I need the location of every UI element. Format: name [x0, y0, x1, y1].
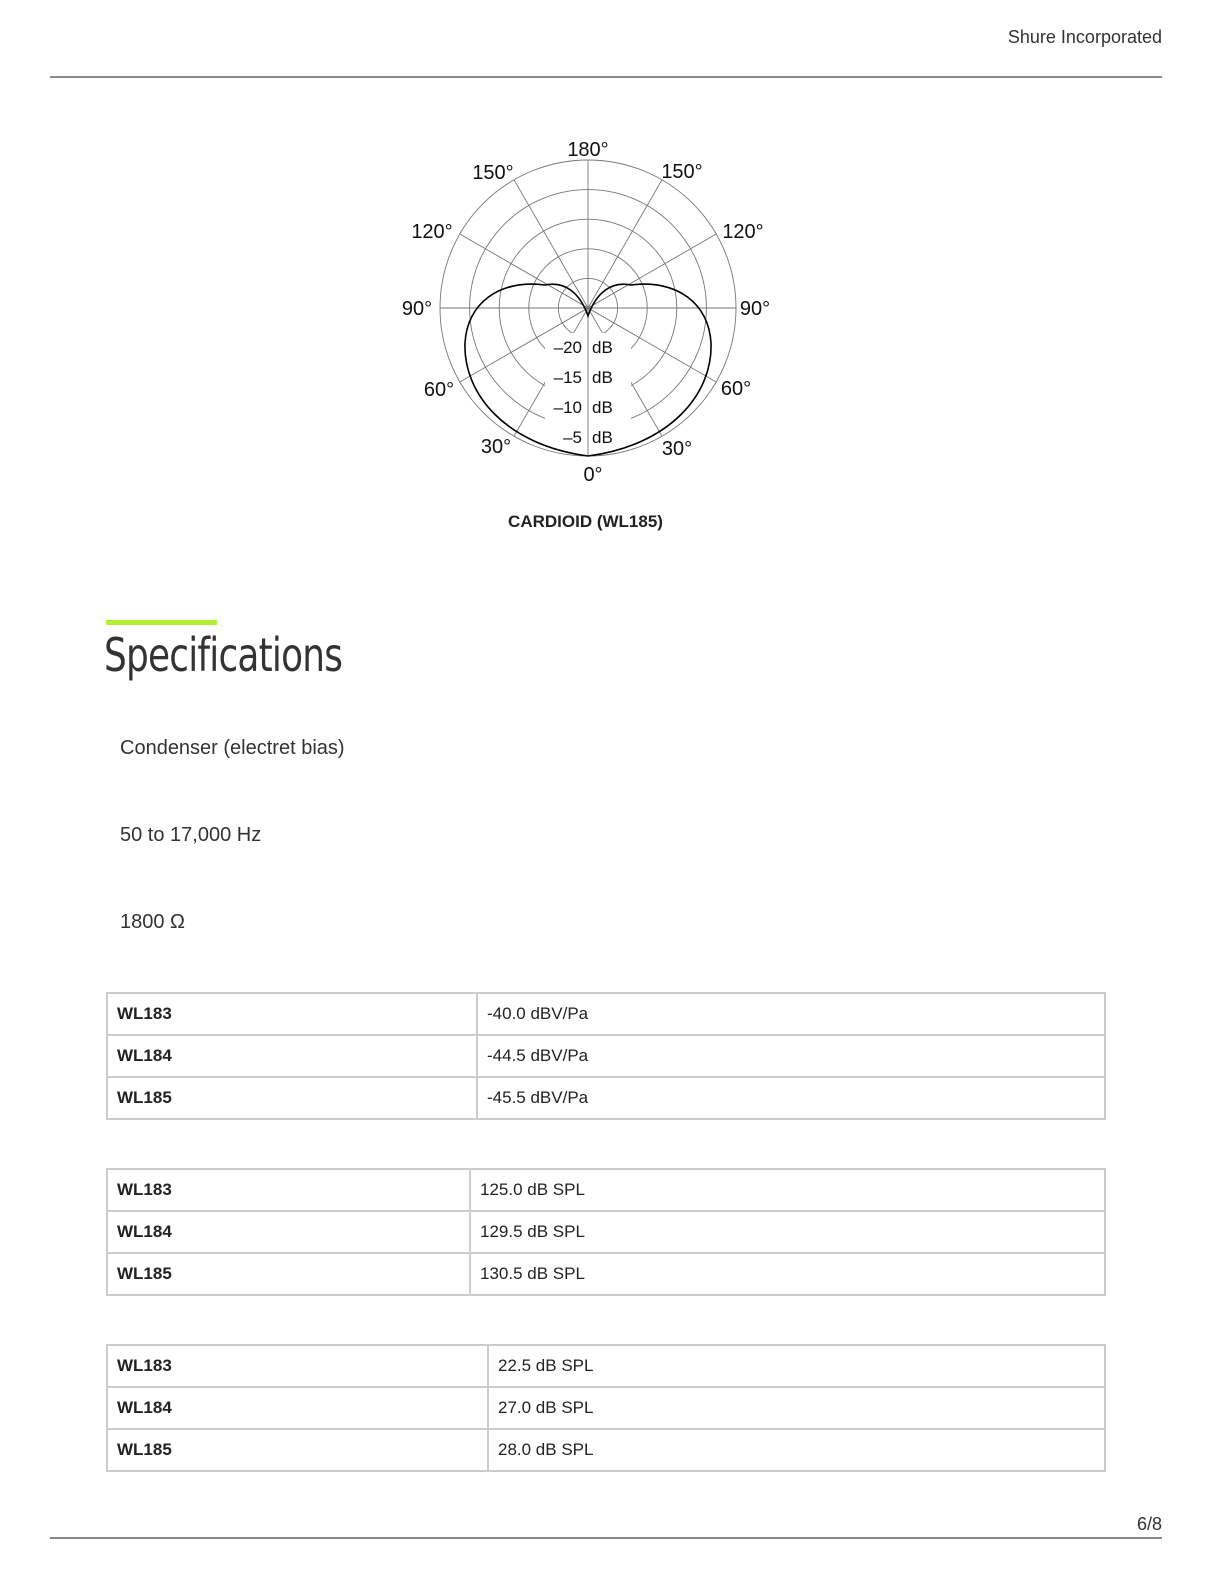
- max-spl-table: [106, 1168, 1106, 1296]
- table-row: [107, 1253, 1105, 1295]
- ring-label-value: –5: [563, 428, 582, 447]
- value-cell: 129.5 dB SPL: [470, 1211, 1105, 1253]
- value-cell: 27.0 dB SPL: [488, 1387, 1105, 1429]
- header-company: Shure Incorporated: [1007, 27, 1162, 47]
- page-number: 6/8: [1136, 1514, 1162, 1534]
- self-noise-table: [106, 1344, 1106, 1472]
- ring-label-unit: dB: [592, 338, 613, 357]
- angle-label-0-bottom: 0°: [583, 464, 603, 486]
- table-row: [107, 1387, 1105, 1429]
- angle-label-60-right: 60°: [720, 378, 752, 400]
- spec-transducer-type: Condenser (electret bias): [120, 737, 345, 759]
- table-row: [107, 1211, 1105, 1253]
- angle-label-120-right: 120°: [722, 221, 764, 243]
- ring-label-value: –20: [553, 338, 582, 357]
- table-row: [107, 1345, 1105, 1387]
- model-cell: WL183: [107, 1169, 470, 1211]
- footer-divider: [50, 1537, 1162, 1539]
- ring-label-value: –10: [553, 398, 582, 417]
- angle-label-90-left: 90°: [401, 298, 433, 320]
- angle-label-150-left: 150°: [472, 162, 514, 184]
- model-cell: WL184: [107, 1211, 470, 1253]
- value-cell: -40.0 dBV/Pa: [477, 993, 1105, 1035]
- sensitivity-table: [106, 992, 1106, 1120]
- table-row: [107, 1035, 1105, 1077]
- angle-label-150-right: 150°: [661, 161, 703, 183]
- ring-label-value: –15: [553, 368, 582, 387]
- angle-label-120-left: 120°: [411, 221, 453, 243]
- spec-frequency-response: 50 to 17,000 Hz: [120, 824, 262, 846]
- angle-label-30-right: 30°: [661, 438, 693, 460]
- value-cell: 22.5 dB SPL: [488, 1345, 1105, 1387]
- model-cell: WL184: [107, 1035, 477, 1077]
- value-cell: 28.0 dB SPL: [488, 1429, 1105, 1471]
- table-row: [107, 1077, 1105, 1119]
- angle-label-180-top: 180°: [567, 139, 609, 161]
- model-cell: WL185: [107, 1077, 477, 1119]
- polar-pattern-diagram: [395, 133, 785, 493]
- value-cell: 125.0 dB SPL: [470, 1169, 1105, 1211]
- value-cell: -45.5 dBV/Pa: [477, 1077, 1105, 1119]
- model-cell: WL184: [107, 1387, 488, 1429]
- angle-label-60-left: 60°: [423, 379, 455, 401]
- angle-label-30-left: 30°: [480, 436, 512, 458]
- model-cell: WL183: [107, 993, 477, 1035]
- ring-label-unit: dB: [592, 368, 613, 387]
- header-divider: [50, 76, 1162, 78]
- model-cell: WL185: [107, 1429, 488, 1471]
- angle-label-90-right: 90°: [739, 298, 771, 320]
- model-cell: WL185: [107, 1253, 470, 1295]
- value-cell: -44.5 dBV/Pa: [477, 1035, 1105, 1077]
- value-cell: 130.5 dB SPL: [470, 1253, 1105, 1295]
- ring-label-unit: dB: [592, 398, 613, 417]
- model-cell: WL183: [107, 1345, 488, 1387]
- polar-pattern-caption: CARDIOID (WL185): [508, 512, 663, 531]
- ring-label-unit: dB: [592, 428, 613, 447]
- spec-output-impedance: 1800 Ω: [120, 911, 185, 933]
- table-row: [107, 1169, 1105, 1211]
- section-title: Specifications: [104, 628, 343, 682]
- section-accent-bar: [106, 620, 217, 625]
- table-row: [107, 1429, 1105, 1471]
- table-row: [107, 993, 1105, 1035]
